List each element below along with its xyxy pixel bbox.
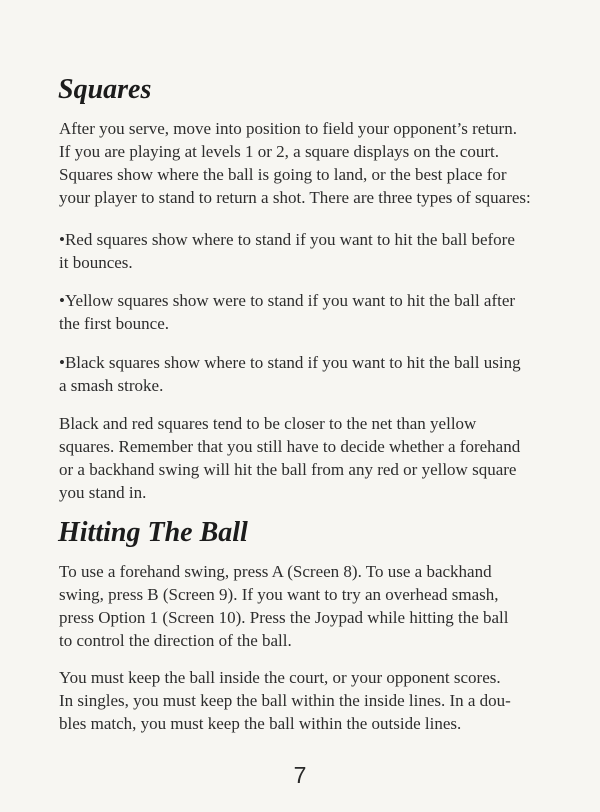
text-line: squares. Remember that you still have to decide whether a forehand [59, 437, 521, 456]
text-line: After you serve, move into position to field your opponent’s return. [59, 119, 517, 138]
text-line: press Option 1 (Screen 10). Press the Joypad while hitting the ball [59, 608, 509, 627]
bullet-red-squares [59, 228, 515, 274]
paragraph-squares-intro [59, 117, 531, 209]
text-line: it bounces. [59, 253, 133, 272]
text-line: To use a forehand swing, press A (Screen 8). To use a backhand [59, 562, 492, 581]
text-line: •Black squares show where to stand if you want to hit the ball using [59, 353, 521, 372]
text-line: swing, press B (Screen 9). If you want to try an overhead smash, [59, 585, 499, 604]
text-line: You must keep the ball inside the court, or your opponent scores. [59, 668, 501, 687]
text-line: If you are playing at levels 1 or 2, a square displays on the court. [59, 142, 499, 161]
text-line: Squares show where the ball is going to land, or the best place for [59, 165, 507, 184]
text-line: to control the direction of the ball. [59, 631, 292, 650]
bullet-yellow-squares [59, 289, 515, 335]
text-line: your player to stand to return a shot. There are three types of squares: [59, 188, 531, 207]
bullet-black-squares [59, 351, 521, 397]
section-heading-hitting-the-ball: Hitting The Ball [58, 517, 248, 548]
paragraph-squares-summary [59, 412, 520, 504]
page-number: 7 [293, 762, 307, 788]
text-line: Black and red squares tend to be closer to the net than yellow [59, 414, 477, 433]
text-line: •Yellow squares show were to stand if you want to hit the ball after [59, 291, 516, 310]
text-line: bles match, you must keep the ball within the outside lines. [59, 714, 462, 733]
text-line: a smash stroke. [59, 376, 164, 395]
text-line: you stand in. [59, 483, 147, 502]
text-line: or a backhand swing will hit the ball from any red or yellow square [59, 460, 517, 479]
text-line: •Red squares show where to stand if you want to hit the ball before [59, 230, 515, 249]
section-heading-squares: Squares [58, 74, 152, 105]
text-line: In singles, you must keep the ball within the inside lines. In a dou- [59, 691, 511, 710]
paragraph-swings [59, 560, 508, 652]
text-line: the first bounce. [59, 314, 169, 333]
paragraph-court-lines [59, 666, 511, 735]
